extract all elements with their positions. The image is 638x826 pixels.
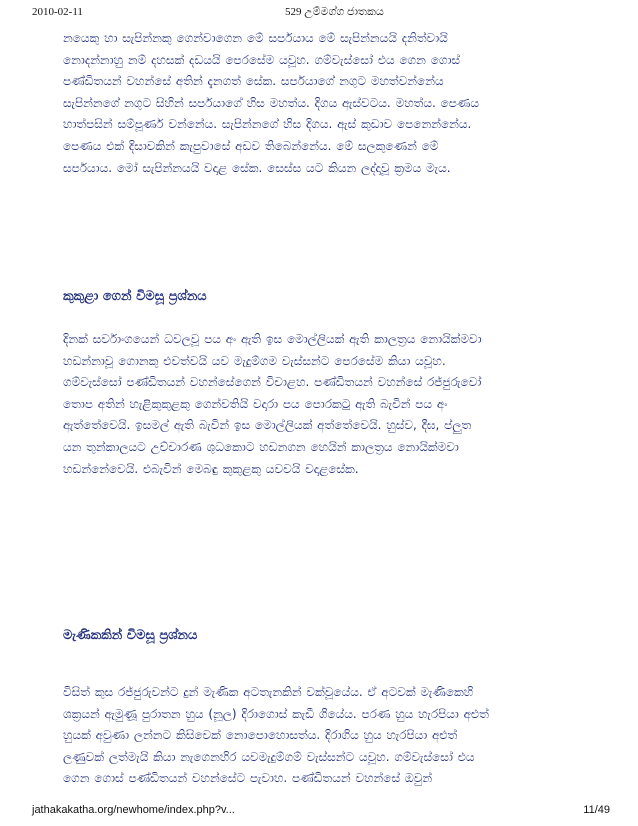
text-line: සැපින්නගේ නගුට සිහින් සර්පයාගේ හිස මහත්ය. දිගය ඇස්වටය. මහත්ය. පෙණය bbox=[63, 95, 480, 110]
gem-question-paragraph bbox=[63, 682, 489, 790]
print-header bbox=[0, 6, 638, 22]
text-line: හඩන්නාවූ ගොනකු එවත්වයි යව මැදුම්ගම වැස්සන්ට පෙරසේම කියා යවූහ. bbox=[63, 353, 446, 368]
print-page-title: 529 උම්මග්ග ජාතකය bbox=[285, 6, 384, 18]
text-line: හාත්පසින් සම්පූර්ණ වන්නේය. සැපින්නගේ හිස දිගය. ඇස් කුඩාව පෙනෙන්නේය. bbox=[63, 117, 472, 132]
text-line: නයෙකු හා සැපින්නකු ගෙන්වාගෙන මේ සර්පයාය මේ සැපින්නයයි දනිත්වායි bbox=[63, 31, 448, 45]
rooster-question-paragraph bbox=[63, 329, 482, 480]
text-line: විසිත් කුස රජ්ජුරුවන්ට දුන් මැණික අටතැනකින් වක්වූයේය. ඒ අටවක් මැණිකෙහි bbox=[63, 685, 474, 699]
text-line: පෙණය එක් දිසාවකින් කැපුවාසේ අඩව තිබෙන්නේය. මේ සලකුණෙන් මේ bbox=[63, 138, 439, 153]
text-line: සර්පයාය. මෝ සැපින්නයයි වදාළ සේක. සෙස්ස යට කියන ලද්දාවූ ක්‍රමය මැය. bbox=[63, 160, 451, 175]
text-line: ලණුවක් ලත්මැයි කියා නැගෙනහිර යවමැදුම්ගම් වැස්සන්ට යවූහ. ගම්වැස්සෝ එය bbox=[63, 749, 475, 764]
text-line: හුයක් අවුණා ලන්නට කිසිවෙක් නොපොහොසත්ය. දිරාගිය හුය හැරපියා අළුත් bbox=[63, 728, 458, 743]
text-line: ඇත්තේවෙයි. ඉසමල් ඇති බැවින් ඉස මොල්ලියක් අත්තේවෙයි. හුස්ව, දීඝ, ප්ලුත bbox=[63, 418, 472, 433]
page-number: 11/49 bbox=[583, 804, 610, 816]
section-heading-gem-question: මැණිකකින් විමසූ ප්‍රශ්නය bbox=[63, 628, 198, 643]
print-url: jathakakatha.org/newhome/index.php?v... bbox=[32, 804, 235, 816]
text-line: ශක්‍රයන් ඇමුණූ පුරාතන හුය (නූල) දිරාගොස් කැඩී ගියේය. පරණ හුය හැරපියා අළුත් bbox=[63, 706, 489, 721]
text-line: යන තුන්කාලයට උච්චාරණ ශුධකොට හඩනගන හෙයින් කාලත්‍රය නොයික්මවා bbox=[63, 439, 459, 454]
text-line: තොප අතින් හැළිකුකුළකු ගෙන්වතියි වදාරා පය පොරකටු ඇති බැවින් පය අං bbox=[63, 396, 448, 411]
text-line: දිනක් සර්වාංගයෙන් ධවලවූ පය අං ඇති ඉස මොල්ලියක් ඇති කාලත්‍රය නොයික්මවා bbox=[63, 332, 482, 346]
text-line: පණ්ඩිතයන් වහන්සේ අතින් දැනගත් සේක. සර්පයාගේ නගුට මහත්වන්නේය bbox=[63, 74, 444, 89]
print-footer bbox=[0, 804, 638, 820]
text-line: ගෙන ගොස් පණ්ඩිතයන් වහන්සේට පැවාහ. පණ්ඩිතයන් වහන්සේ ඔවුන් bbox=[63, 771, 433, 786]
text-line: නොදන්නාහු නම් දහසක් දඩයයි පෙරසේම යවූහ. ගම්වැස්සෝ එය ගෙන ගොස් bbox=[63, 52, 461, 67]
print-date: 2010-02-11 bbox=[32, 6, 83, 18]
section-heading-rooster-question: කුකුළා ගෙන් විමසූ ප්‍රශ්නය bbox=[63, 289, 207, 304]
text-line: ගම්වැස්සෝ පණ්ඩිතයන් වහන්සේගෙන් විචාළහ. පණ්ඩිතයන් වහන්සේ රජ්ජුරුවෝ bbox=[63, 375, 482, 390]
text-line: හඩන්නේවෙයි. එබැවින් මෙබඳු කුකුළකු යවවයි වදාළසේක. bbox=[63, 461, 359, 476]
intro-paragraph bbox=[63, 28, 479, 179]
